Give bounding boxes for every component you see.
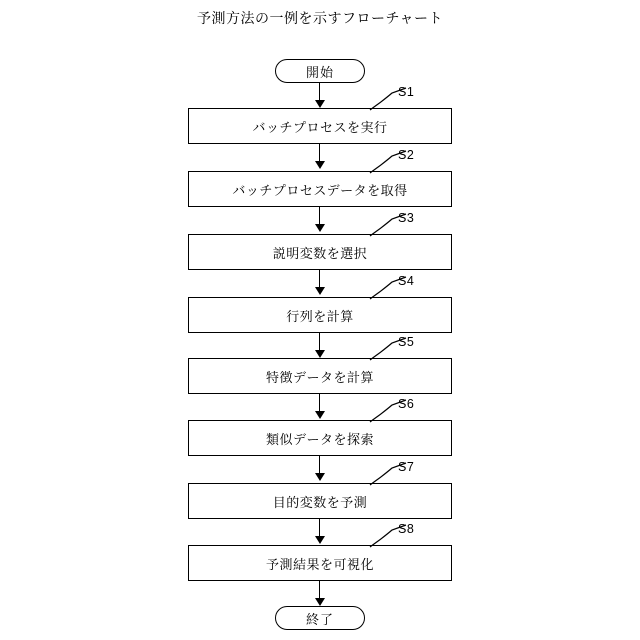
flowchart-node-s3: [188, 234, 452, 270]
flowchart-node-s1: [188, 108, 452, 144]
flowchart-node-s3-label: 説明変数を選択: [272, 245, 368, 261]
flowchart-node-s8-label: 予測結果を可視化: [265, 556, 374, 572]
flowchart-node-s4-label: 行列を計算: [286, 308, 354, 324]
flowchart-node-s6: [188, 420, 452, 456]
flowchart-end-node: [275, 606, 365, 630]
arrowhead-s5-to-s6: [315, 411, 325, 419]
flowchart-node-s2-label: バッチプロセスデータを取得: [232, 182, 408, 198]
step-id-s6: S6: [398, 397, 415, 411]
arrowhead-s2-to-s3: [315, 224, 325, 232]
step-id-s1: S1: [398, 85, 415, 99]
page-title: 予測方法の一例を示すフローチャート: [196, 10, 444, 26]
step-id-s2: S2: [398, 148, 415, 162]
arrowhead-s3-to-s4: [315, 287, 325, 295]
step-id-s8: S8: [398, 522, 415, 536]
arrowhead-start-to-s1: [315, 100, 325, 108]
flowchart-node-s1-label: バッチプロセスを実行: [252, 119, 388, 135]
flowchart-node-s8: [188, 545, 452, 581]
flowchart-node-s5: [188, 358, 452, 394]
flowchart-start-node: [275, 59, 365, 83]
arrowhead-s7-to-s8: [315, 536, 325, 544]
flowchart-start-label: 開始: [305, 64, 334, 80]
arrowhead-s8-to-end: [315, 598, 325, 606]
step-id-s7: S7: [398, 460, 415, 474]
flowchart-node-s4: [188, 297, 452, 333]
flowchart-node-s6-label: 類似データを探索: [265, 431, 374, 447]
step-id-s3: S3: [398, 211, 415, 225]
arrowhead-s6-to-s7: [315, 473, 325, 481]
flowchart-node-s5-label: 特徴データを計算: [265, 369, 374, 385]
step-id-s5: S5: [398, 335, 415, 349]
flowchart-node-s2: [188, 171, 452, 207]
arrowhead-s4-to-s5: [315, 350, 325, 358]
flowchart-node-s7: [188, 483, 452, 519]
step-id-s4: S4: [398, 274, 415, 288]
flowchart-end-label: 終了: [305, 611, 334, 627]
flowchart-node-s7-label: 目的変数を予測: [272, 494, 368, 510]
arrowhead-s1-to-s2: [315, 161, 325, 169]
